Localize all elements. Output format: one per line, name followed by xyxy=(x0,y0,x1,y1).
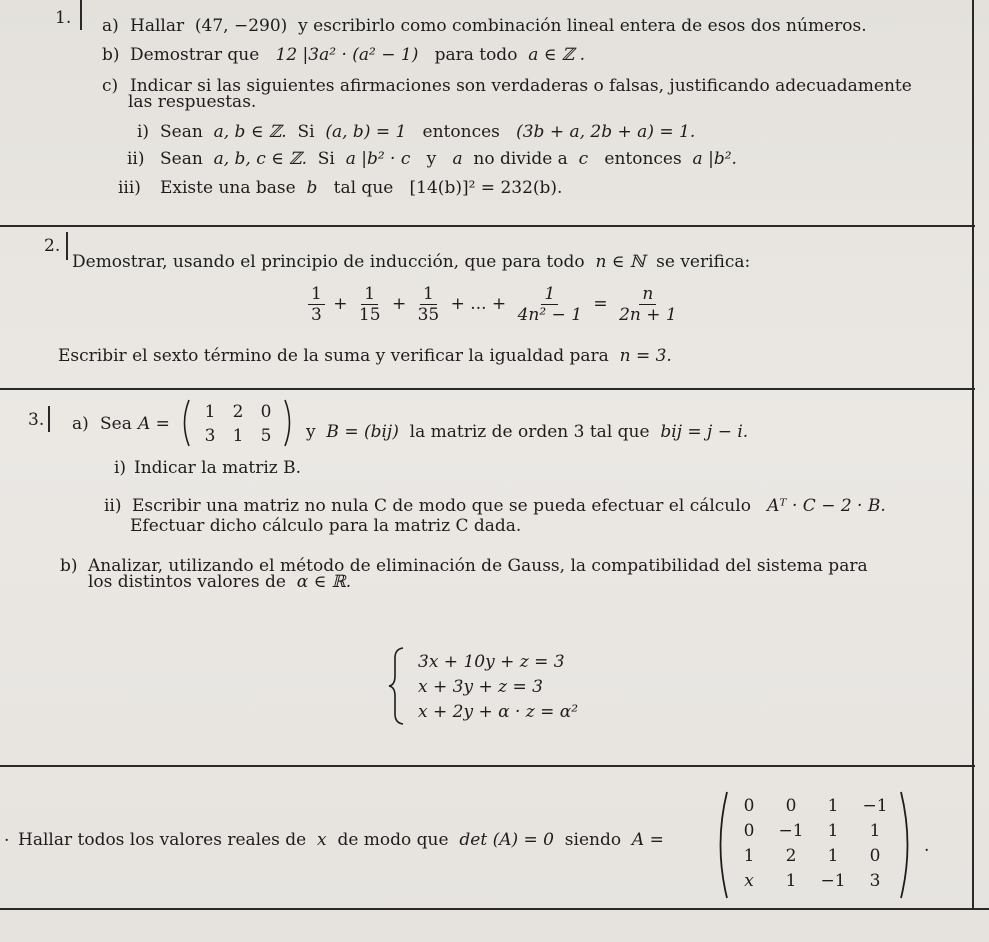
q1-ii-text-3: y xyxy=(426,149,437,169)
matrix-4x4-cell: 1 xyxy=(827,846,839,866)
q1-b-domain: a ∈ ℤ . xyxy=(528,45,585,65)
q1-iii-text-1: Existe una base xyxy=(160,178,296,198)
q1-ii-text-2: Si xyxy=(317,149,335,169)
matrix-4x4-cell: 2 xyxy=(785,846,797,866)
q1-a-line xyxy=(130,16,867,36)
q4-end: . xyxy=(924,836,930,856)
q1-c-line1: Indicar si las siguientes afirmaciones son verdaderas o falsas, justificando adecuadamente xyxy=(130,76,912,96)
q2-plus-1: + xyxy=(333,294,348,314)
q1-number-box xyxy=(80,0,82,30)
q1-ii-vars: a, b, c ∈ ℤ. xyxy=(213,149,307,169)
q3-a-label: a) xyxy=(72,414,89,434)
q1-i-line xyxy=(160,122,695,142)
q1-b-expr: 12 |3a² · (a² − 1) xyxy=(275,45,419,65)
q1-ii-line xyxy=(160,149,737,169)
q1-a-label: a) xyxy=(102,16,119,36)
q3-number-box xyxy=(48,406,50,432)
q2-term-3: $\frac{1}{35}$ xyxy=(417,284,440,325)
q1-ii-cond: a |b² · c xyxy=(345,149,411,169)
matrix-4x4-cell: 0 xyxy=(869,846,881,866)
q2-number: 2. xyxy=(44,236,61,256)
matrix-4x4-cell: x xyxy=(744,871,754,891)
q3-number: 3. xyxy=(28,410,45,430)
matrix-4x4-row xyxy=(728,844,896,869)
q3-b-line2-cond: α ∈ ℝ. xyxy=(296,572,352,592)
matrix-4x4-row xyxy=(728,819,896,844)
q1-ii-text-5: entonces xyxy=(604,149,682,169)
q1-b-text-2: para todo xyxy=(434,45,518,65)
q1-iii-line xyxy=(160,178,562,198)
q3-b-line2 xyxy=(88,572,351,592)
q4-number: . xyxy=(4,826,10,846)
q3-a-text-1: Sea xyxy=(100,414,132,434)
divider-q3-q4 xyxy=(0,765,975,767)
matrix-4x4-right-paren xyxy=(898,790,916,900)
system-eq-2: x + 3y + z = 3 xyxy=(418,677,543,697)
system-eq-1: 3x + 10y + z = 3 xyxy=(418,652,565,672)
q1-ii-c: c xyxy=(578,149,589,169)
q1-ii-text-1: Sean xyxy=(160,149,203,169)
q2-line1-text: Demostrar, usando el principio de inducción, que para todo xyxy=(72,252,585,272)
q3-a-A: A = xyxy=(138,414,170,434)
q2-line1-cond: n ∈ ℕ xyxy=(595,252,646,272)
q1-b-text-1: Demostrar que xyxy=(130,45,260,65)
matrix-4x4-cell: −1 xyxy=(862,796,888,816)
q3-b-line1: Analizar, utilizando el método de eliminación de Gauss, la compatibilidad del sistema para xyxy=(88,556,868,576)
matrix-4x4-cell: 3 xyxy=(869,871,881,891)
q4-text-2: de modo que xyxy=(337,830,449,850)
matrix-a-left-paren xyxy=(178,398,192,448)
q1-iii-expr: [14(b)]² = 232(b). xyxy=(409,178,563,198)
q3-ii-expr: Aᵀ · C − 2 · B. xyxy=(767,496,886,516)
q4-line xyxy=(18,830,664,850)
q2-plus-2: + xyxy=(391,294,407,314)
q1-ii-a: a xyxy=(452,149,463,169)
q1-ii-text-4: no divide a xyxy=(473,149,568,169)
divider-q2-q3 xyxy=(0,388,975,390)
q1-iii-text-2: tal que xyxy=(333,178,394,198)
q3-b-label: b) xyxy=(60,556,78,576)
q3-a-text-2: y xyxy=(306,422,316,442)
q2-line2-cond: n = 3. xyxy=(619,346,672,366)
right-border xyxy=(972,0,974,909)
q1-iii-b: b xyxy=(306,178,318,198)
q2-term-general: $\frac{1}{\text{4n² − 1}}$ xyxy=(517,284,583,325)
matrix-4x4-cell: 1 xyxy=(869,821,881,841)
q3-i-label: i) xyxy=(114,458,127,478)
q1-i-label: i) xyxy=(137,122,150,142)
q1-a-text-1: Hallar xyxy=(130,16,185,36)
q2-sum-result: $\frac{n}{2n + 1}$ xyxy=(619,284,677,325)
q1-ii-label: ii) xyxy=(127,149,145,169)
q1-b-line xyxy=(130,45,585,65)
q1-i-text-3: entonces xyxy=(422,122,500,142)
q1-a-text-2: y escribirlo como combinación lineal entera de esos dos números. xyxy=(298,16,867,36)
q2-line2 xyxy=(58,346,672,366)
q2-line2-text: Escribir el sexto término de la suma y verificar la igualdad para xyxy=(58,346,609,366)
matrix-4x4-cell: 0 xyxy=(785,796,797,816)
q3-ii-line xyxy=(132,496,886,516)
q2-number-box xyxy=(66,232,68,260)
q2-formula xyxy=(305,284,683,325)
matrix-4x4-cell: −1 xyxy=(778,821,804,841)
q1-i-cond: (a, b) = 1 xyxy=(325,122,407,142)
q1-a-pair: (47, −290) xyxy=(194,16,288,36)
matrix-a-cell: 0 xyxy=(260,402,272,422)
q3-ii-text: Escribir una matriz no nula C de modo que se pueda efectuar el cálculo xyxy=(132,496,751,516)
q1-c-line2: las respuestas. xyxy=(128,92,257,112)
q4-x: x xyxy=(317,830,327,850)
q3-a-text-3: la matriz de orden 3 tal que xyxy=(409,422,650,442)
q1-i-text-1: Sean xyxy=(160,122,203,142)
matrix-a-cell: 1 xyxy=(204,402,216,422)
bottom-border xyxy=(0,908,989,910)
q3-ii-line2: Efectuar dicho cálculo para la matriz C dada. xyxy=(130,516,522,536)
q2-dots: + ... + xyxy=(450,294,507,314)
matrix-a-cell: 2 xyxy=(232,402,244,422)
matrix-4x4 xyxy=(728,794,896,894)
matrix-4x4-row xyxy=(728,794,896,819)
q1-b-label: b) xyxy=(102,45,120,65)
q3-ii-label: ii) xyxy=(104,496,122,516)
q1-iii-label: iii) xyxy=(118,178,141,198)
q1-i-text-2: Si xyxy=(297,122,315,142)
matrix-4x4-cell: 1 xyxy=(785,871,797,891)
q3-a-rule: bij = j − i. xyxy=(660,422,749,442)
q1-c-label: c) xyxy=(102,76,119,96)
q1-ii-concl: a |b². xyxy=(692,149,737,169)
matrix-4x4-row xyxy=(728,869,896,894)
q2-term-1: $\frac{1}{3}$ xyxy=(308,284,325,325)
system-eq-3: x + 2y + α · z = α² xyxy=(418,702,579,722)
q4-text-3: siendo xyxy=(564,830,622,850)
matrix-4x4-cell: 1 xyxy=(743,846,755,866)
matrix-4x4-cell: −1 xyxy=(820,871,846,891)
matrix-4x4-cell: 0 xyxy=(743,821,755,841)
matrix-a-2x3 xyxy=(196,400,280,448)
q1-number: 1. xyxy=(55,8,72,28)
divider-q1-q2 xyxy=(0,225,975,227)
matrix-a-cell: 1 xyxy=(232,426,244,446)
q4-text-1: Hallar todos los valores reales de xyxy=(18,830,307,850)
matrix-4x4-cell: 0 xyxy=(743,796,755,816)
q3-a-rest xyxy=(306,422,748,442)
q3-a-B: B = (bij) xyxy=(326,422,399,442)
q2-line1-end: se verifica: xyxy=(656,252,751,272)
q1-i-concl: (3b + a, 2b + a) = 1. xyxy=(516,122,696,142)
q2-term-2: $\frac{1}{15}$ xyxy=(358,284,381,325)
q2-equals: = xyxy=(593,294,608,314)
q1-i-vars: a, b ∈ ℤ. xyxy=(213,122,287,142)
matrix-a-cell: 5 xyxy=(260,426,272,446)
system-brace xyxy=(388,646,406,726)
matrix-a-right-paren xyxy=(282,398,296,448)
q4-A: A = xyxy=(631,830,664,850)
q3-b-line2-text: los distintos valores de xyxy=(88,572,286,592)
q4-det: det (A) = 0 xyxy=(459,830,554,850)
q2-line1 xyxy=(72,252,750,272)
matrix-a-cell: 3 xyxy=(204,426,216,446)
matrix-4x4-cell: 1 xyxy=(827,821,839,841)
q3-i-text: Indicar la matriz B. xyxy=(134,458,302,478)
matrix-4x4-cell: 1 xyxy=(827,796,839,816)
